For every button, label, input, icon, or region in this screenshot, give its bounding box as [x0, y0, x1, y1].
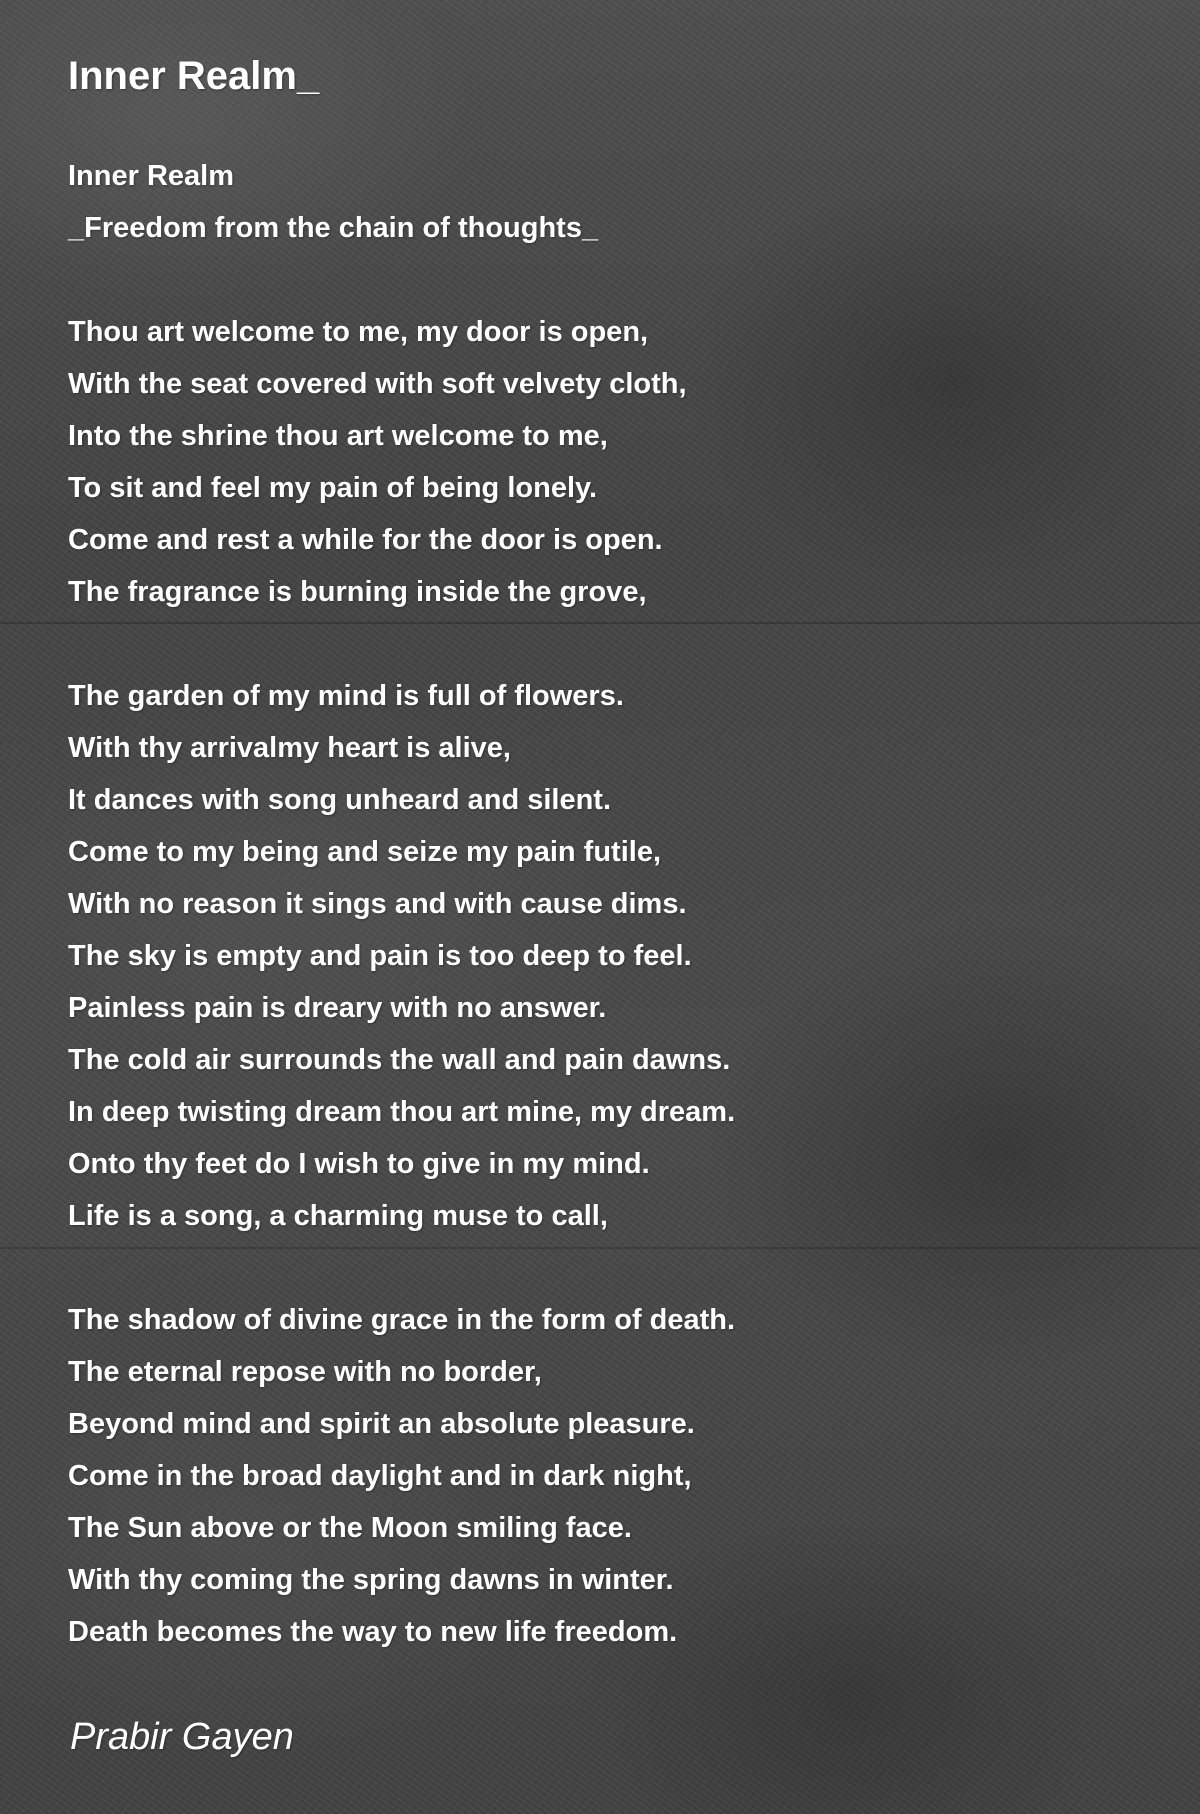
poem-line: Come to my being and seize my pain futile, [68, 836, 661, 868]
poem-line: The Sun above or the Moon smiling face. [68, 1512, 632, 1544]
stanza-break [68, 254, 1148, 306]
poem-subtitle [68, 150, 1148, 254]
poem-line: With thy coming the spring dawns in winter. [68, 1564, 674, 1596]
poem-line: Beyond mind and spirit an absolute pleasure. [68, 1408, 695, 1440]
poem-container [68, 46, 1148, 1658]
poem-line: Painless pain is dreary with no answer. [68, 992, 607, 1024]
poem-line: Onto thy feet do I wish to give in my mind. [68, 1148, 650, 1180]
poem-line: With no reason it sings and with cause dims. [68, 888, 687, 920]
poem-line: In deep twisting dream thou art mine, my dream. [68, 1096, 736, 1128]
poem-line: The eternal repose with no border, [68, 1356, 542, 1388]
poem-line: With the seat covered with soft velvety cloth, [68, 368, 687, 400]
poem-line: It dances with song unheard and silent. [68, 784, 612, 816]
poem-subtitle-line: Inner Realm [68, 160, 234, 192]
stanza-break [68, 618, 1148, 670]
poem-line: Come and rest a while for the door is open. [68, 524, 663, 556]
poem-line: The garden of my mind is full of flowers. [68, 680, 624, 712]
poem-line: Into the shrine thou art welcome to me, [68, 420, 608, 452]
poem-line: Thou art welcome to me, my door is open, [68, 316, 649, 348]
poem-line: To sit and feel my pain of being lonely. [68, 472, 598, 504]
poem-line: With thy arrivalmy heart is alive, [68, 732, 511, 764]
poem-line: Come in the broad daylight and in dark night, [68, 1460, 692, 1492]
poem-subtitle-line: _Freedom from the chain of thoughts_ [68, 212, 599, 244]
author-name: Prabir Gayen [70, 1716, 294, 1758]
poem-line: The fragrance is burning inside the grove, [68, 576, 647, 608]
poem-line: The sky is empty and pain is too deep to feel. [68, 940, 692, 972]
stanza-1 [68, 306, 1148, 618]
poem-line: Death becomes the way to new life freedom. [68, 1616, 678, 1648]
stanza-break [68, 1242, 1148, 1294]
poem-line: Life is a song, a charming muse to call, [68, 1200, 608, 1232]
stanza-2 [68, 670, 1148, 1242]
poem-title: Inner Realm_ [68, 54, 320, 98]
stanza-3 [68, 1294, 1148, 1658]
poem-line: The cold air surrounds the wall and pain dawns. [68, 1044, 731, 1076]
poem-line: The shadow of divine grace in the form of death. [68, 1304, 736, 1336]
